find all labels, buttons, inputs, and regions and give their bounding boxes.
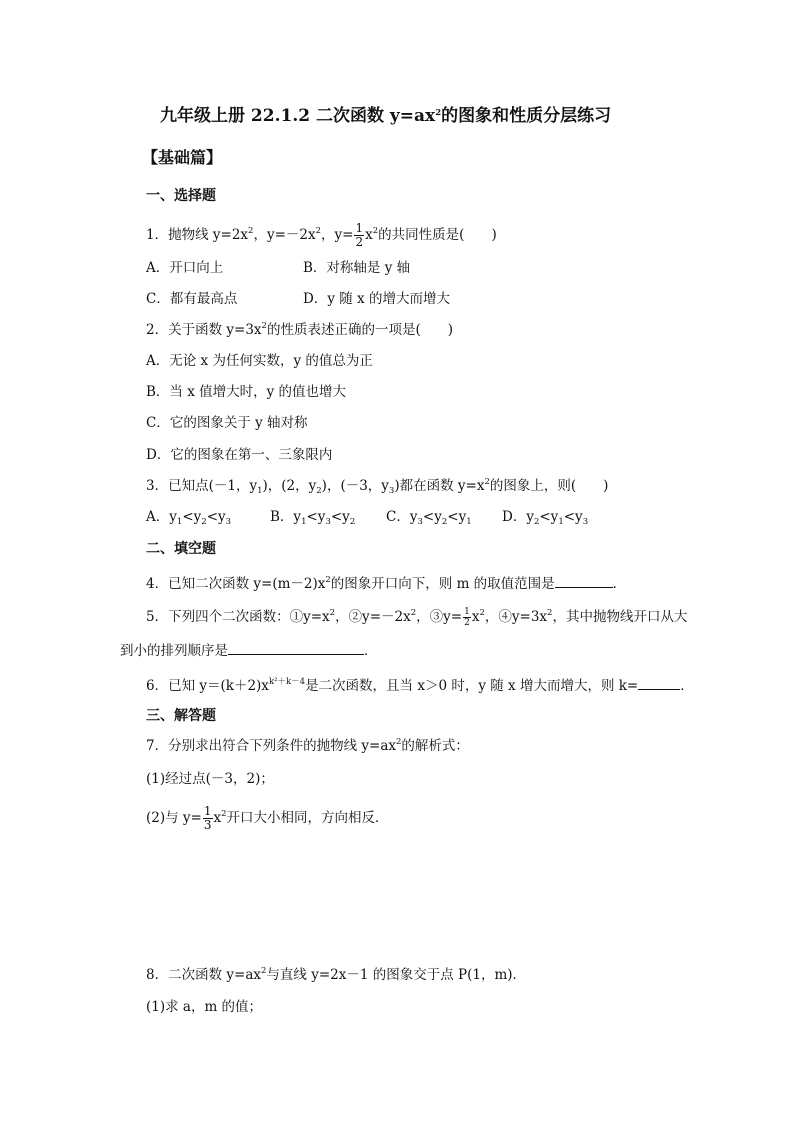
- q1-fraction: [354, 222, 364, 249]
- q3b-s5: 2: [349, 517, 356, 527]
- q5-text-b: ，②y=－2x: [335, 609, 411, 625]
- question-5-line-2: [120, 641, 378, 660]
- q3-option-c: [386, 508, 472, 526]
- q3-text-d: )都在函数 y=x: [394, 478, 485, 494]
- q5-frac-num: 1: [464, 607, 470, 617]
- q3b-s3: 3: [325, 517, 331, 527]
- section-heading-choice: 一、选择题: [146, 188, 216, 204]
- q3c-t2: <y: [422, 509, 442, 525]
- page-title: [160, 107, 611, 125]
- q5-answer-blank[interactable]: [228, 641, 364, 655]
- q1-sup: 2: [248, 226, 254, 236]
- q3-text-a: 3．已知点(－1，y: [146, 478, 258, 494]
- q3-text-b: )，(2，y: [262, 478, 317, 494]
- q5-frac-den: 2: [464, 618, 470, 628]
- q5-line2-end: ．: [364, 643, 378, 659]
- q6-answer-blank[interactable]: [638, 676, 680, 690]
- q2-option-b: B．当 x 值增大时，y 的值也增大: [146, 384, 347, 400]
- q3c-t0: C．y: [386, 509, 418, 525]
- q1-option-a: A．开口向上: [146, 260, 224, 276]
- q3-sub-1: 1: [257, 486, 263, 496]
- q3c-s5: 1: [466, 517, 472, 527]
- q3b-s1: 1: [301, 517, 307, 527]
- q5-sup: 2: [410, 608, 417, 618]
- q3d-t0: D．y: [502, 509, 534, 525]
- q5-line2-text: 到小的排列顺序是: [120, 643, 228, 659]
- q5-text-f: ，其中抛物线开口从大: [552, 609, 688, 625]
- q3d-t2: <y: [539, 509, 559, 525]
- question-3: [146, 477, 608, 495]
- question-6: [146, 676, 694, 695]
- q2-option-d: D．它的图象在第一、三象限内: [146, 447, 333, 463]
- q3a-t2: <y: [182, 509, 202, 525]
- q3a-s3: 2: [201, 517, 207, 527]
- q1-text-c: ，y=: [321, 227, 354, 243]
- section-heading-fill: 二、填空题: [146, 541, 216, 557]
- q3b-t2: <y: [306, 509, 326, 525]
- q3-option-b: [270, 508, 355, 526]
- q3a-t4: <y: [206, 509, 226, 525]
- q4-sup: 2: [325, 575, 331, 585]
- question-1: [146, 222, 497, 249]
- q1-text-a: 1．抛物线 y=2x: [146, 227, 249, 243]
- q7-text-a: 7．分别求出符合下列条件的抛物线 y=ax: [146, 738, 396, 754]
- q3d-s3: 1: [558, 517, 564, 527]
- q1-frac-den: 2: [355, 235, 364, 249]
- q5-text-e: ，④y=3x: [484, 609, 548, 625]
- q1-text-b: ，y=－2x: [253, 227, 316, 243]
- q3d-s1: 2: [533, 517, 540, 527]
- q8-text-b: 与直线 y=2x－1 的图象交于点 P(1，m)．: [266, 967, 527, 983]
- q3d-s5: 3: [582, 517, 589, 527]
- q1-frac-num: 1: [355, 221, 364, 235]
- q5-sup: 2: [329, 608, 336, 618]
- q3d-t4: <y: [563, 509, 583, 525]
- q5-text-c: ，③y=: [416, 609, 463, 625]
- q4-answer-blank[interactable]: [555, 574, 613, 588]
- q2-sup: 2: [261, 321, 267, 331]
- q3-sub-3: 3: [388, 486, 395, 496]
- q7-p2-text-b: x: [213, 810, 222, 826]
- q2-option-c: C．它的图象关于 y 轴对称: [146, 415, 308, 431]
- question-7-part-2: [146, 805, 389, 832]
- q5-sup: 2: [479, 608, 485, 618]
- q1-option-d: D．y 随 x 的增大而增大: [303, 291, 450, 307]
- q1-text-d: x: [365, 227, 373, 243]
- q4-text-b: 的图象开口向下，则 m 的取值范围是: [330, 576, 555, 592]
- q6-exponent: k²＋k－4: [268, 677, 306, 687]
- question-4: [146, 574, 626, 593]
- q7-text-b: 的解析式：: [401, 738, 469, 754]
- q4-text-a: 4．已知二次函数 y=(m－2)x: [146, 576, 326, 592]
- q5-fraction: [463, 607, 471, 628]
- q7-sup: 2: [221, 809, 227, 819]
- q1-option-c: C．都有最高点: [146, 291, 238, 307]
- q6-text-b: 是二次函数，且当 x＞0 时，y 随 x 增大而增大，则 k=: [305, 678, 639, 694]
- section-heading-answer: 三、解答题: [146, 708, 216, 724]
- q3-sup: 2: [484, 477, 490, 487]
- q3-text-e: 的图象上，则( ): [489, 478, 609, 494]
- q7-p2-text-c: 开口大小相同，方向相反．: [226, 810, 389, 826]
- q3a-s1: 1: [176, 517, 183, 527]
- q3-text-c: )，(－3，y: [321, 478, 389, 494]
- title-text: 九年级上册 22.1.2 二次函数 y=ax: [160, 106, 436, 126]
- q1-sup: 2: [372, 226, 379, 236]
- q7-p2-text-a: (2)与 y=: [146, 810, 202, 826]
- q8-text-a: 8．二次函数 y=ax: [146, 967, 261, 983]
- q7-frac-num: 1: [203, 804, 212, 818]
- q3a-t0: A．y: [146, 509, 177, 525]
- q1-sup: 2: [315, 226, 322, 236]
- q3-sub-2: 2: [316, 486, 322, 496]
- q2-text-a: 2．关于函数 y=3x: [146, 322, 262, 338]
- q3b-t0: B．y: [270, 509, 302, 525]
- q7-fraction: [203, 805, 213, 832]
- q6-text-c: ．: [680, 678, 694, 694]
- question-7-part-1: (1)经过点(－3，2)；: [146, 771, 274, 787]
- level-heading: 【基础篇】: [142, 148, 223, 167]
- q2-option-a: A．无论 x 为任何实数，y 的值总为正: [146, 353, 373, 369]
- q5-sup: 2: [547, 608, 553, 618]
- q3c-t4: <y: [447, 509, 467, 525]
- question-8: [146, 966, 526, 984]
- q5-text-a: 5．下列四个二次函数：①y=x: [146, 609, 330, 625]
- title-sup: 2: [435, 108, 442, 118]
- q7-sup: 2: [395, 737, 402, 747]
- q3-option-d: [502, 508, 588, 526]
- q3b-t4: <y: [330, 509, 350, 525]
- question-8-part-1: (1)求 a，m 的值；: [146, 999, 263, 1015]
- q6-text-a: 6．已知 y＝(k＋2)x: [146, 678, 269, 694]
- q8-sup: 2: [260, 966, 267, 976]
- q5-text-d: x: [471, 609, 480, 625]
- q2-text-b: 的性质表述正确的一项是( ): [266, 322, 453, 338]
- q4-text-c: ．: [612, 576, 627, 592]
- title-suffix: 的图象和性质分层练习: [441, 106, 612, 126]
- question-5: [146, 607, 687, 628]
- q7-frac-den: 3: [203, 818, 212, 832]
- question-7: [146, 737, 469, 755]
- q3c-s3: 2: [441, 517, 448, 527]
- q3c-s1: 3: [417, 517, 423, 527]
- q3a-s5: 3: [225, 517, 232, 527]
- q1-option-b: B．对称轴是 y 轴: [303, 260, 411, 276]
- q3-option-a: [146, 508, 231, 526]
- q1-text-e: 的共同性质是( ): [378, 227, 497, 243]
- question-2: [146, 321, 453, 339]
